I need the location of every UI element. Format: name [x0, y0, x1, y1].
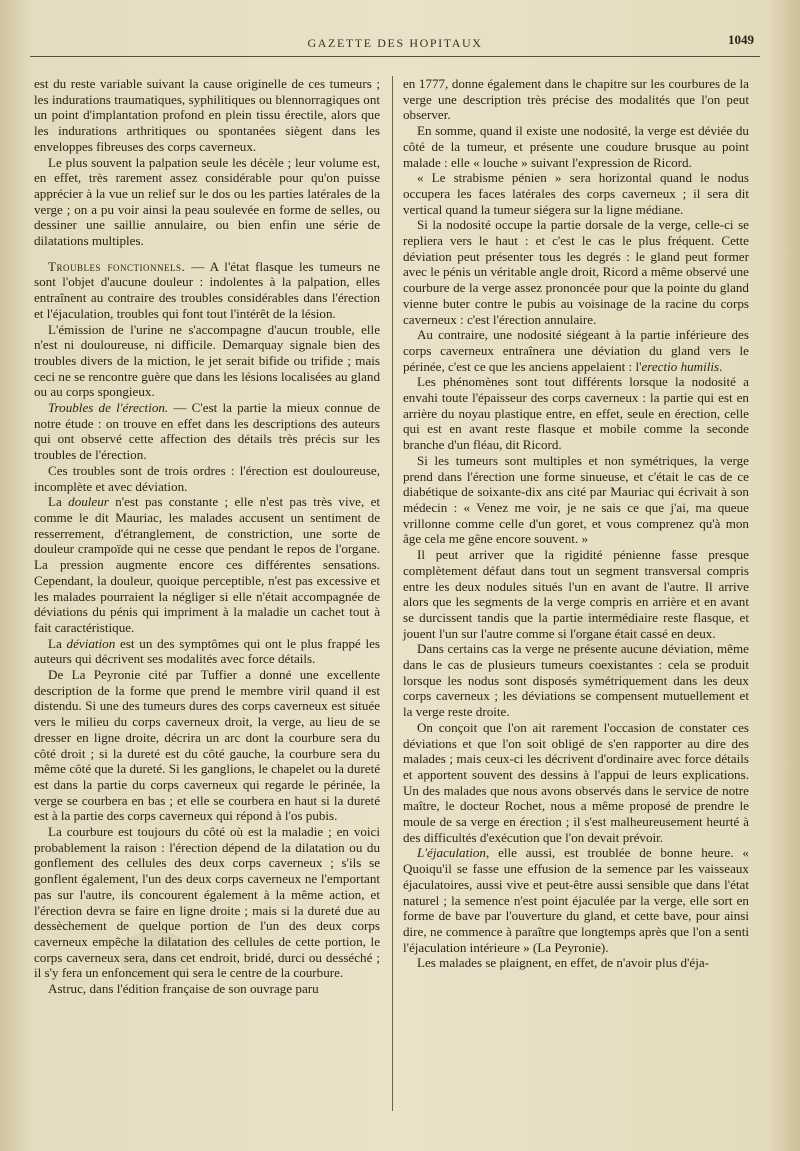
paragraph [34, 76, 380, 155]
paragraph [403, 76, 749, 123]
paragraph [34, 981, 380, 997]
paragraph [403, 641, 749, 720]
paragraph-text: La courbure est toujours du côté où est la maladie ; en voici probablement la raison : l'érection dépend de la dilatation ou du gonflement des cellules des deux corps caverneux ; s'ils se gonflent également, l'un des deux corps caverneux ne l'emportant pas sur l'autre, ils concourent également à la même action, et l'érection devra se faire en ligne droite ; mais si la dureté due au dessèchement de quelque portion de l'un des deux corps caverneux empêche la dilatation des cellules de cette portion, le corps caverneux sera, dans cet endroit, bridé, durci ou desséché ; il s'y fera un enfoncement qui sera le centre de la courbure. [34, 824, 381, 981]
paragraph-text: — A l'état flasque les tumeurs ne sont l'objet d'aucune douleur : indolentes à la palpation, elles entraînent au contraire des troubles considérables dans l'érection et l'éjaculation, troubles qui font tout l'intérêt de la lésion. [34, 258, 381, 321]
italic-term: L'éjaculation [416, 845, 486, 861]
paragraph-text: n'est pas constante ; elle n'est pas très vive, et comme le dit Mauriac, les malades accusent un sentiment de resserrement, d'étranglement, de constriction, une sorte de douleur crampoïde qui ne cesse que pendant le repos de l'organe. La pression augmente encore ces différentes sensations. Cependant, la douleur, quoique perceptible, n'est pas excessive et les malades pourraient la négliger si elle n'était accompagnée de déviations du pénis qui impriment à la maladie un cachet tout à fait caractéristique. [34, 494, 381, 635]
italic-term: déviation [66, 635, 116, 651]
paragraph-text: « Le strabisme pénien » sera horizontal quand le nodus occupera les faces latérales des corps caverneux ; il sera dit vertical quand la tumeur siégera sur la ligne médiane. [402, 170, 749, 217]
paragraph-lead: La [48, 494, 69, 510]
paragraph [403, 170, 749, 217]
paragraph-text: De La Peyronie cité par Tuffier a donné une excellente description de la forme que prend le membre viril quand il est distendu. Si une des tumeurs dures des corps caverneux est située vers le milieu du corps caverneux droit, la verge, au lieu de se dresser en ligne droite, décrira un arc dont la courbure sera du côté droit ; si la dureté est du côté gauche, la courbure sera du même côté que la dureté. Si les ganglions, le chapelet ou la dureté est dans la partie du corps caverneux qui regarde le périnée, la verge se courbera en bas ; et elle se courbera en haut si la dureté est à la partie des corps caverneux qui répond à l'os pubis. [34, 667, 381, 824]
paragraph [34, 259, 380, 322]
section-heading: Troubles fonctionnels. [48, 258, 186, 274]
paragraph-text: Astruc, dans l'édition française de son ouvrage paru [48, 981, 319, 997]
paragraph [34, 636, 380, 667]
paragraph-text: Dans certains cas la verge ne présente aucune déviation, même dans le cas de plusieurs tumeurs coexistantes : cela se produit lorsque les nodus sont disposés symétriquement dans les deux corps caverneux ; les déviations se compensent mutuellement et la verge reste droite. [402, 641, 749, 720]
running-title: GAZETTE DES HOPITAUX [307, 36, 483, 50]
paragraph-text: Les malades se plaignent, en effet, de n'avoir plus d'éja- [416, 955, 710, 971]
paragraph-text: — C'est la partie la mieux connue de notre étude : on trouve en effet dans les descriptions des auteurs qui ont observé cette affection des détails très précis sur les troubles de l'érection. [34, 400, 381, 463]
paragraph [403, 547, 749, 641]
paragraph [403, 374, 749, 453]
header-rule [30, 56, 760, 57]
paragraph-text: est un des symptômes qui ont le plus frappé les auteurs qui décrivent ses modalités avec force détails. [34, 635, 381, 667]
page-header [30, 26, 760, 58]
paragraph-text: Il peut arriver que la rigidité pénienne fasse presque complètement défaut dans tout un segment transversal compris entre les deux nodules situés l'un en avant de l'autre. Il arrive alors que les segments de la verge compris en arrière et en avant se durcissent tandis que la partie intermédiaire reste flasque, et jouent l'un sur l'autre comme si l'organe était cassé en deux. [402, 547, 749, 641]
paragraph [34, 667, 380, 824]
paragraph [34, 400, 380, 463]
paragraph-text: Si la nodosité occupe la partie dorsale de la verge, celle-ci se repliera vers le haut : et c'est le cas le plus fréquent. Cette déviation peut présenter tous les degrés : le gland peut former avec le pénis un véritable angle droit, Ricord a même observé une courbure de la verge assez prononcée pour que la pointe du gland vienne buter contre le pubis au voisinage de la racine du corps caverneux : c'est l'érection annulaire. [402, 217, 749, 327]
paragraph-text: est du reste variable suivant la cause originelle de ces tumeurs ; les indurations traumatiques, syphilitiques ou blennorragiques ont un point d'implantation profond en plein tissu érectile, alors que les indurations arthritiques ou spontanées siègent dans les enveloppes fibreuses des corps caverneux. [34, 76, 381, 154]
paragraph-text: On conçoit que l'on ait rarement l'occasion de constater ces déviations et que l'on soit obligé de s'en rapporter au dire des malades ; mais ceux-ci les décrivent d'ordinaire avec force détails et apportent souvent des dessins à l'appui de leurs explications. Un des malades que nous avons observés dans le service de notre maître, le docteur Rochet, nous a même proposé de prendre le moule de sa verge en érection ; il s'est malheureusement heurté à des difficultés d'exécution que l'on devait prévoir. [402, 719, 749, 845]
paragraph-text: , elle aussi, est troublée de bonne heure. « Quoiqu'il se fasse une effusion de la semence par les vaisseaux éjaculatoires, aussi vive et peut-être aussi sensible que dans l'état naturel ; la semence n'est point éjaculée par la verge, elle sort en forme de bave par l'ouverture du gland, et cette bave, pour ainsi dire, ne commence à paraître que longtemps après que l'on a senti l'éjaculation intérieure » (La Peyronie). [402, 845, 749, 955]
paragraph [34, 155, 380, 249]
text-columns [30, 76, 753, 1111]
right-column [393, 76, 753, 1111]
paragraph-text: L'émission de l'urine ne s'accompagne d'aucun trouble, elle n'est ni douloureuse, ni difficile. Demarquay signale bien des troubles divers de la miction, le jet serait bifide ou trifide ; mais ceci ne se rencontre guère que dans les lésions localisées au gland ou au corps spongieux. [34, 321, 381, 400]
italic-term: Troubles de l'érection. [48, 400, 169, 416]
left-column [30, 76, 392, 1111]
paragraph-text: Les phénomènes sont tout différents lorsque la nodosité a envahi toute l'épaisseur des corps caverneux : la partie qui est en arrière du noyau plastique entre, en effet, seule en érection, celle qui est en avant reste flasque et mobile comme la seconde branche d'un fléau, dit Ricord. [402, 374, 749, 453]
paragraph-text: Si les tumeurs sont multiples et non symétriques, la verge prend dans l'érection une forme sinueuse, et c'était le cas de ce diabétique de soixante-dix ans cité par Mauriac qui écrivait à son médecin : « Venez me voir, je ne sais ce que j'ai, ma queue vrillonne comme celle d'un goret, et vous comprenez qu'à mon âge cela me gêne encore souvent. » [402, 452, 749, 547]
paragraph [403, 453, 749, 547]
paragraph-text: Ces troubles sont de trois ordres : l'érection est douloureuse, incomplète et avec déviation. [34, 462, 381, 494]
paragraph-text: Au contraire, une nodosité siégeant à la partie inférieure des corps caverneux entraînera une déviation du gland vers le périnée, c'est ce que les anciens appelaient : l' [402, 327, 749, 374]
paragraph [34, 494, 380, 635]
paragraph [403, 720, 749, 846]
paragraph-text: Le plus souvent la palpation seule les décèle ; leur volume est, en effet, très rarement assez considérable pour qu'on puisse apprécier à la vue un relief sur le dos ou les parties latérales de la verge ; on a pu voir ainsi la peau soulevée en forme de selles, ou dessiner une saillie annulaire, ou bien enfin une série de dilatations multiples. [34, 154, 381, 249]
paragraph-tail: . [719, 358, 723, 374]
paragraph [34, 824, 380, 981]
paragraph [403, 123, 749, 170]
paragraph [403, 327, 749, 374]
italic-term: douleur [68, 494, 109, 510]
italic-term: erectio humilis [641, 358, 720, 374]
paragraph-text: en 1777, donne également dans le chapitre sur les courbures de la verge une description très précise des modalités que l'on peut observer. [402, 76, 749, 123]
paragraph [34, 463, 380, 494]
paragraph [403, 217, 749, 327]
paragraph [403, 955, 749, 971]
paragraph-lead: La [48, 635, 67, 651]
page-number: 1049 [728, 32, 754, 47]
paragraph [34, 322, 380, 401]
paragraph-text: En somme, quand il existe une nodosité, la verge est déviée du côté de la tumeur, et présente une coudure brusque au point malade : elle « louche » suivant l'expression de Ricord. [402, 123, 749, 170]
paragraph [403, 845, 749, 955]
